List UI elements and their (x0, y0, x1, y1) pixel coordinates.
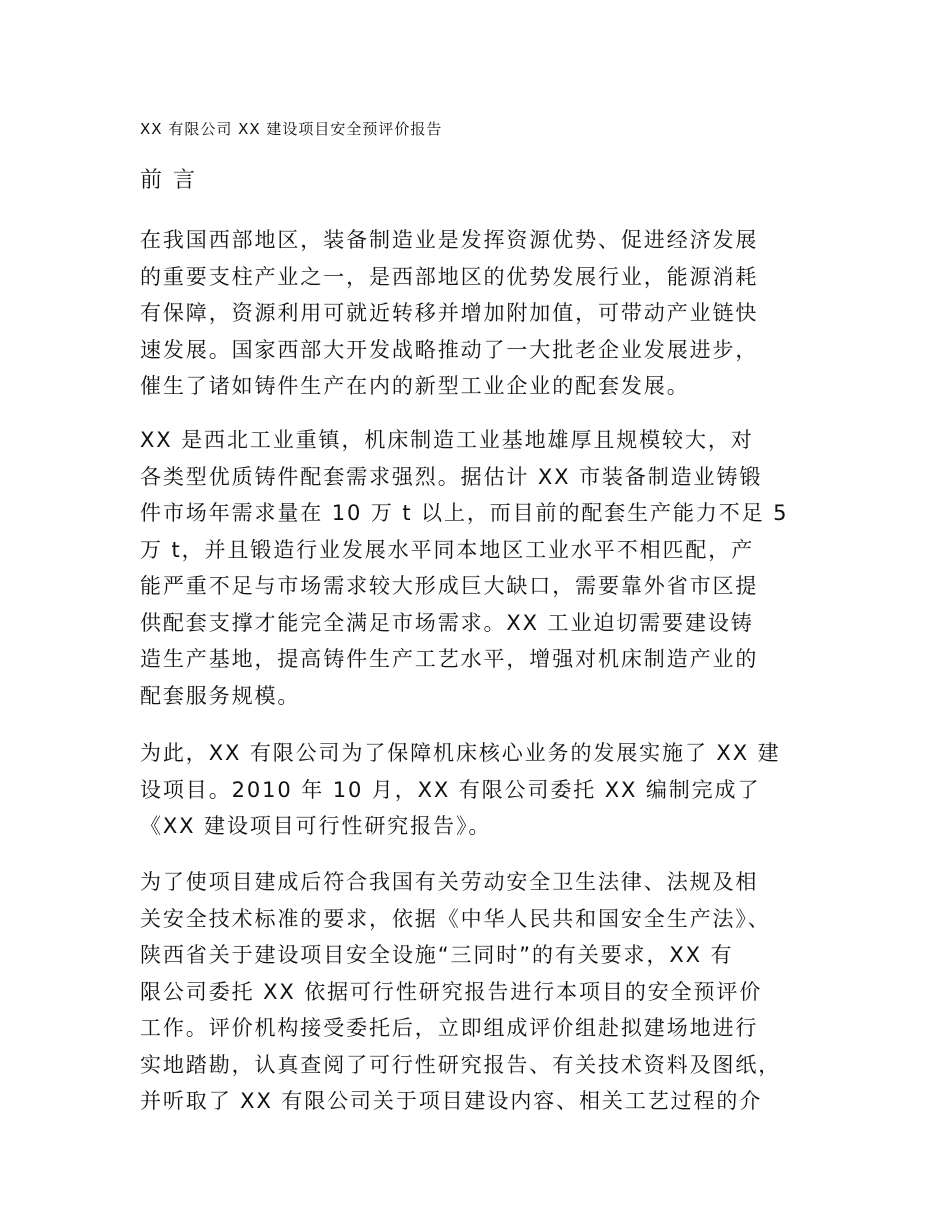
paragraph-2 (140, 422, 830, 714)
paragraph-line: 工作。评价机构接受委托后，立即组成评价组赴拟建场地进行 (140, 1016, 759, 1040)
paragraph-line: 《XX 建设项目可行性研究报告》。 (140, 814, 492, 838)
paragraph-line: 限公司委托 XX 依据可行性研究报告进行本项目的安全预评价 (140, 979, 763, 1004)
paragraph-line: 件市场年需求量在 10 万 t 以上，而目前的配套生产能力不足 5 (140, 501, 789, 525)
paragraph-4 (140, 864, 830, 1120)
paragraph-line: 并听取了 XX 有限公司关于项目建设内容、相关工艺过程的介 (140, 1089, 763, 1113)
paragraph-line: 供配套支撑才能完全满足市场需求。XX 工业迫切需要建设铸 (140, 610, 754, 635)
paragraph-line: XX 是西北工业重镇，机床制造工业基地雄厚且规模较大，对 (140, 428, 754, 452)
paragraph-line: 速发展。国家西部大开发战略推动了一大批老企业发展进步， (140, 337, 759, 362)
paragraph-line: 实地踏勘，认真查阅了可行性研究报告、有关技术资料及图纸， (140, 1052, 782, 1077)
paragraph-line: 在我国西部地区，装备制造业是发挥资源优势、促进经济发展 (140, 228, 759, 252)
paragraph-line: 各类型优质铸件配套需求强烈。据估计 XX 市装备制造业铸锻 (140, 464, 763, 489)
paragraph-line: 的重要支柱产业之一，是西部地区的优势发展行业，能源消耗 (140, 264, 759, 289)
paragraph-1 (140, 222, 830, 405)
paragraph-line: 关安全技术标准的要求，依据《中华人民共和国安全生产法》、 (140, 906, 771, 931)
paragraph-line: 能严重不足与市场需求较大形成巨大缺口，需要靠外省市区提 (140, 574, 759, 598)
paragraph-line: 配套服务规模。 (140, 683, 301, 708)
paragraph-line: 陕西省关于建设项目安全设施“三同时”的有关要求，XX 有 (140, 943, 734, 967)
paragraph-line: 催生了诸如铸件生产在内的新型工业企业的配套发展。 (140, 374, 690, 398)
paragraph-3 (140, 735, 830, 845)
section-title: 前 言 (140, 168, 197, 193)
running-header: XX 有限公司 XX 建设项目安全预评价报告 (140, 120, 443, 138)
paragraph-line: 有保障，资源利用可就近转移并增加附加值，可带动产业链快 (140, 301, 759, 325)
paragraph-line: 设项目。2010 年 10 月，XX 有限公司委托 XX 编制完成了 (140, 777, 761, 802)
paragraph-line: 万 t，并且锻造行业发展水平同本地区工业水平不相匹配，产 (140, 537, 755, 562)
paragraph-line: 为了使项目建成后符合我国有关劳动安全卫生法律、法规及相 (140, 870, 759, 894)
paragraph-line: 为此，XX 有限公司为了保障机床核心业务的发展实施了 XX 建 (140, 741, 781, 765)
paragraph-line: 造生产基地，提高铸件生产工艺水平，增强对机床制造产业的 (140, 647, 759, 671)
